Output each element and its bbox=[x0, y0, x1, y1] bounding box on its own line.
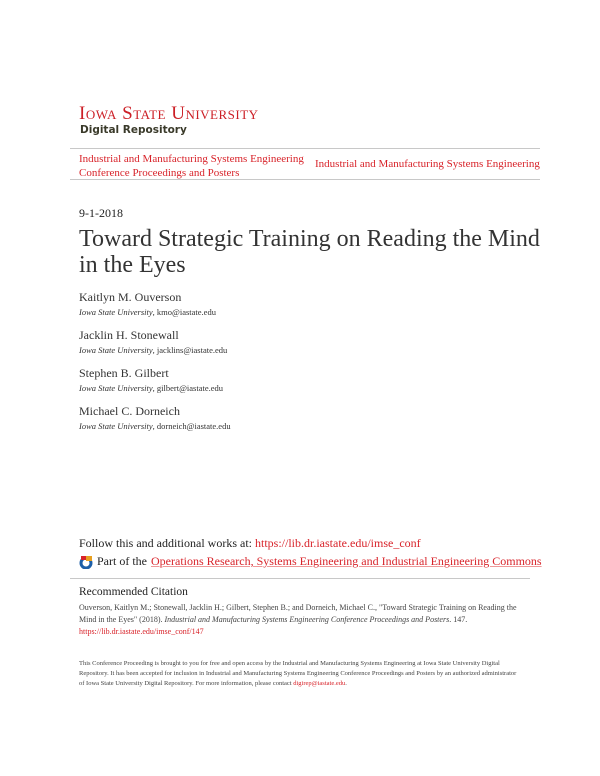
commons-icon bbox=[79, 555, 93, 569]
author-affiliation: Iowa State University, jacklins@iastate.edu bbox=[79, 345, 228, 355]
collection-url-link[interactable]: https://lib.dr.iastate.edu/imse_conf bbox=[255, 536, 421, 550]
divider bbox=[70, 148, 540, 149]
author-name: Michael C. Dorneich bbox=[79, 404, 180, 418]
university-logo: Iowa State University bbox=[79, 103, 259, 124]
publication-date: 9-1-2018 bbox=[79, 206, 123, 220]
paper-title: Toward Strategic Training on Reading the Mind in the Eyes bbox=[79, 226, 540, 278]
author-affiliation: Iowa State University, kmo@iastate.edu bbox=[79, 307, 216, 317]
department-link[interactable]: Industrial and Manufacturing Systems Engineering bbox=[315, 158, 540, 170]
repository-label: Digital Repository bbox=[80, 124, 187, 136]
follow-line: Follow this and additional works at: https://lib.dr.iastate.edu/imse_conf bbox=[79, 536, 421, 550]
author-name: Kaitlyn M. Ouverson bbox=[79, 290, 182, 304]
author-affiliation: Iowa State University, dorneich@iastate.edu bbox=[79, 421, 231, 431]
author-name: Stephen B. Gilbert bbox=[79, 366, 169, 380]
commons-link[interactable]: Operations Research, Systems Engineering and Industrial Engineering Commons bbox=[151, 554, 542, 568]
author-name: Jacklin H. Stonewall bbox=[79, 328, 179, 342]
collection-link[interactable]: Industrial and Manufacturing Systems Engineering Conference Proceedings and Posters bbox=[79, 153, 304, 179]
part-of-line: Part of the Operations Research, Systems Engineering and Industrial Engineering Commons bbox=[79, 554, 542, 569]
author-affiliation: Iowa State University, gilbert@iastate.edu bbox=[79, 383, 224, 393]
divider bbox=[70, 578, 530, 579]
footer-notice: This Conference Proceeding is brought to you for free and open access by the Industrial and Manufacturing Systems Engineering at Iowa State University Digital Repository. It has been accepted for inclusion in Industrial and Manufacturing Systems Engineering Conference Proceedings and Posters by an authorized administrator of Iowa State University Digital Repository. For more information, please contact digirep@iastate.edu. bbox=[79, 660, 517, 687]
citation-text: Ouverson, Kaitlyn M.; Stonewall, Jacklin H.; Gilbert, Stephen B.; and Dorneich, Michael C., "Toward Strategic Training on Reading the Mind in the Eyes" (2018). Industrial and Manufacturing Systems Engineering Conference Proceedings and Posters. 147. https://lib.dr.iastate.edu/imse_conf/147 bbox=[79, 603, 517, 636]
divider bbox=[70, 179, 540, 180]
citation-url-link[interactable]: https://lib.dr.iastate.edu/imse_conf/147 bbox=[79, 627, 204, 636]
contact-email-link[interactable]: digirep@iastate.edu bbox=[293, 680, 346, 687]
citation-heading: Recommended Citation bbox=[79, 586, 188, 598]
